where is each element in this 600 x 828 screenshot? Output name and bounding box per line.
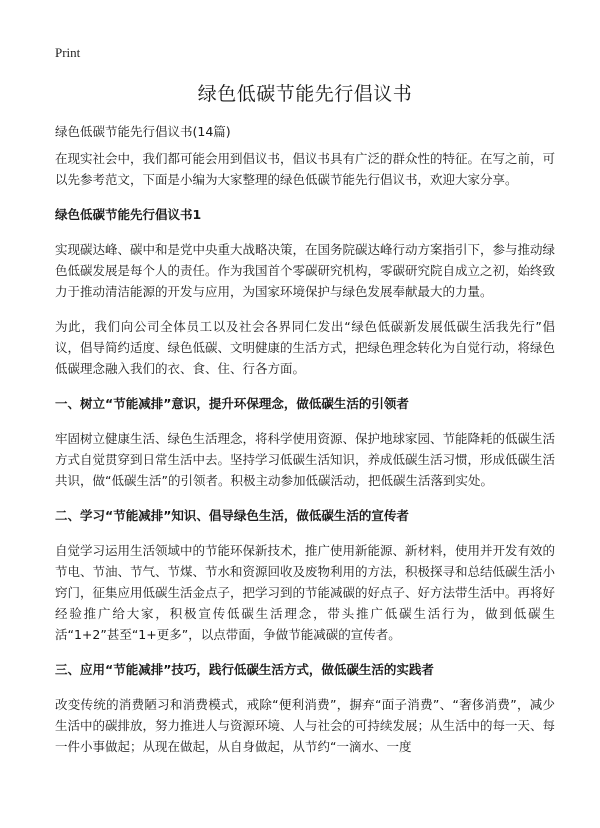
body-paragraph: 自觉学习运用生活领域中的节能环保新技术，推广使用新能源、新材料，使用并开发有效的节电、节油、节气、节煤、节水和资源回收及废物利用的方法，积极探寻和总结低碳生活小窍门，征集应用低碳生活金点子，把学习到的节能减碳的好点子、好方法带生活中。再将好经验推广给大家，积极宣传低碳生活理念，带头推广低碳生活行为，做到低碳生活“1+2”甚至“1+更多”，以点带面，争做节能减碳的宣传者。 <box>55 543 556 642</box>
section-heading: 三、应用“节能减排”技巧，践行低碳生活方式，做低碳生活的实践者 <box>55 662 434 677</box>
body-paragraph: 为此，我们向公司全体员工以及社会各界同仁发出“绿色低碳新发展低碳生活我先行”倡议，倡导简约适度、绿色低碳、文明健康的生活方式，把绿色理念转化为自觉行动，将绿色低碳理念融入我们的衣、食、住、行各方面。 <box>55 319 556 376</box>
body-paragraph: 牢固树立健康生活、绿色生活理念，将科学使用资源、保护地球家园、节能降耗的低碳生活方式自觉贯穿到日常生活中去。坚持学习低碳生活知识，养成低碳生活习惯，形成低碳生活共识，做“低碳生活”的引领者。积极主动参加低碳活动，把低碳生活落到实处。 <box>55 431 556 488</box>
section-title: 绿色低碳节能先行倡议书1 <box>55 207 202 222</box>
body-paragraph: 实现碳达峰、碳中和是党中央重大战略决策，在国务院碳达峰行动方案指引下，参与推动绿色低碳发展是每个人的责任。作为我国首个零碳研究机构，零碳研究院自成立之初，始终致力于推动清洁能源的开发与应用，为国家环境保护与绿色发展奉献最大的力量。 <box>55 242 556 299</box>
section-heading: 二、学习“节能减排”知识、倡导绿色生活，做低碳生活的宣传者 <box>55 508 409 523</box>
print-link[interactable]: Print <box>55 45 81 60</box>
section-heading: 一、树立“节能减排”意识，提升环保理念，做低碳生活的引领者 <box>55 396 409 411</box>
body-paragraph: 改变传统的消费陋习和消费模式，戒除“便利消费”，摒弃“面子消费”、“奢侈消费”，减少生活中的碳排放，努力推进人与资源环境、人与社会的可持续发展；从生活中的每一天、每一件小事做起；从现在做起，从自身做起，从节约“一滴水、一度 <box>55 697 556 754</box>
document-title: 绿色低碳节能先行倡议书 <box>197 83 413 105</box>
intro-paragraph: 在现实社会中，我们都可能会用到倡议书，倡议书具有广泛的群众性的特征。在写之前，可以先参考范文，下面是小编为大家整理的绿色低碳节能先行倡议书，欢迎大家分享。 <box>55 151 556 187</box>
document-body <box>55 148 555 771</box>
document-subtitle: 绿色低碳节能先行倡议书(14篇) <box>55 124 231 139</box>
